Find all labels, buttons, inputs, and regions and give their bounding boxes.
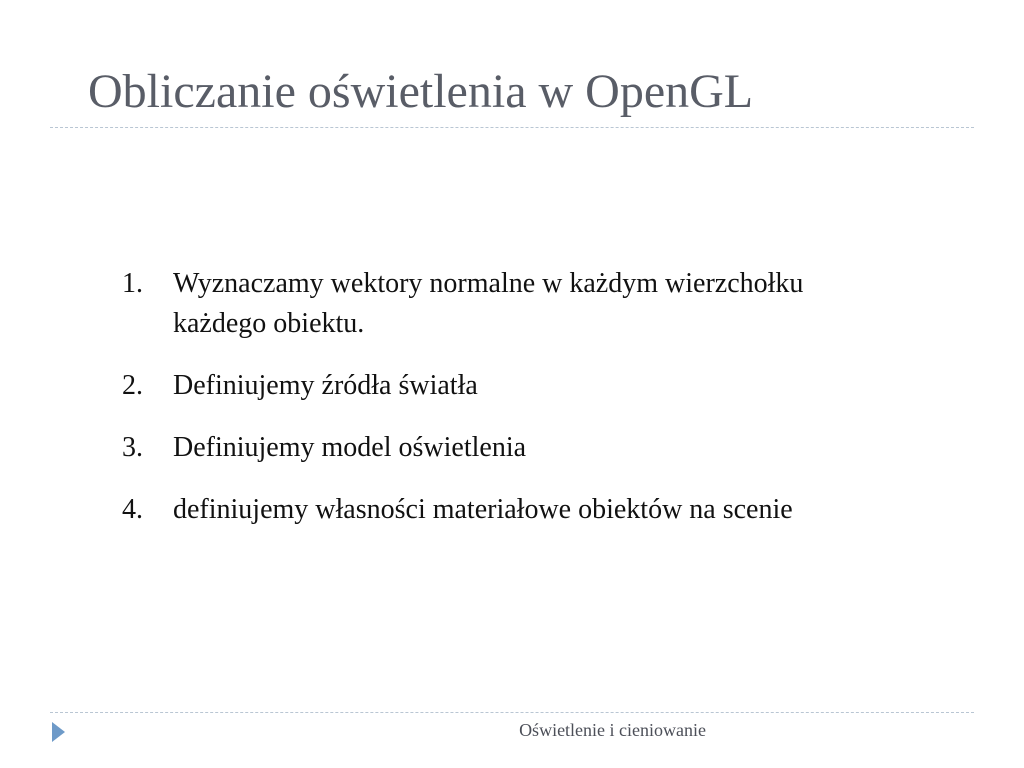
footer-text: Oświetlenie i cieniowanie [519, 720, 706, 740]
triangle-right-icon [52, 722, 65, 742]
list-item-text: definiujemy własności materiałowe obiektów na scenie [173, 494, 793, 525]
list-item [122, 490, 852, 530]
list-item [122, 264, 852, 344]
numbered-list [122, 264, 852, 552]
footer-divider [50, 712, 974, 713]
title-divider [50, 127, 974, 128]
list-item-number: 3. [122, 432, 143, 463]
list-item [122, 428, 852, 468]
list-item-text: Definiujemy model oświetlenia [173, 432, 527, 463]
list-item-number: 4. [122, 494, 143, 525]
list-item-number: 2. [122, 370, 143, 401]
list-item [122, 366, 852, 406]
list-item-text: Wyznaczamy wektory normalne w każdym wierzchołku każdego obiektu. [173, 268, 804, 339]
list-item-text: Definiujemy źródła światła [173, 370, 478, 401]
list-item-number: 1. [122, 268, 143, 299]
slide-title: Obliczanie oświetlenia w OpenGL [88, 65, 754, 118]
